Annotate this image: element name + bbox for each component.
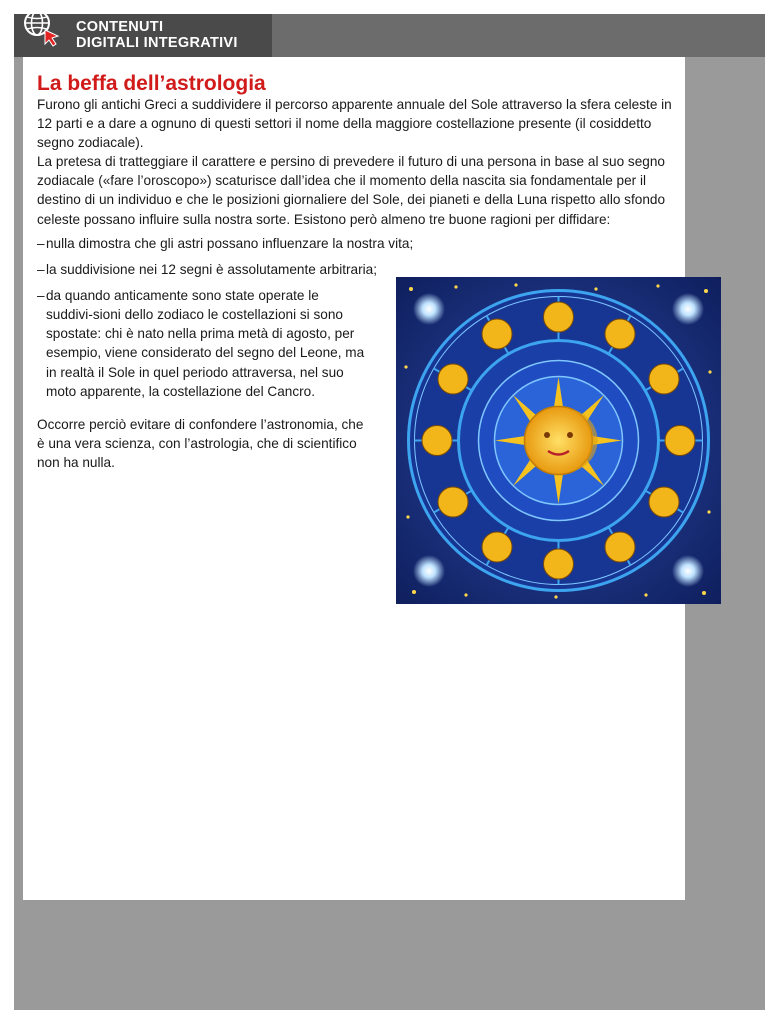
header-line-2: DIGITALI INTEGRATIVI (76, 35, 238, 51)
header-title (76, 19, 238, 51)
list-item (37, 234, 437, 253)
closing-paragraph: Occorre perciò evitare di confondere l’astronomia, che è una vera scienza, con l’astrologia, che di scientifico non ha nulla. (37, 416, 364, 470)
bullet-dash: – (37, 262, 45, 278)
list-item (37, 260, 437, 279)
article-intro (37, 95, 673, 229)
header-line-1: CONTENUTI (76, 19, 164, 35)
bullet-text: nulla dimostra che gli astri possano influenzare la nostra vita; (46, 236, 414, 251)
bullet-text: la suddivisione nei 12 segni è assolutamente arbitraria; (46, 262, 377, 278)
bullet-dash: – (37, 236, 45, 251)
paragraph-2: La pretesa di tratteggiare il carattere e persino di prevedere il futuro di una persona in base al suo segno zodiacale («fare l’oroscopo») scaturisce dall’idea che il momento della nascita sia fondamentale per il destino di un individuo e che le posizioni giornaliere del Sole, dei pianeti e della Luna rispetto allo sfondo celeste possano influire sulla nostra sorte. Esistono però almeno tre buone ragioni per diffidare: (37, 154, 666, 227)
zodiac-wheel-illustration (396, 277, 721, 604)
reasons-list (37, 234, 414, 472)
list-item (37, 286, 367, 401)
bullet-text: da quando anticamente sono state operate le suddivi-sioni dello zodiaco le costellazioni si sono spostate: chi è nato nella prima metà di agosto, per esempio, viene considerato del segno del Leone, ma in realtà il Sole in quel periodo attraversa, nel suo moto apparente, la costellazione del Cancro. (46, 288, 365, 399)
article-title: La beffa dell’astrologia (37, 72, 266, 95)
paragraph-1: Furono gli antichi Greci a suddividere il percorso apparente annuale del Sole attraverso la sfera celeste in 12 parti e a dare a ognuno di questi settori il nome della maggiore costellazione presente (il cosiddetto segno zodiacale). (37, 97, 672, 151)
bullet-dash: – (37, 288, 45, 304)
globe-cursor-icon[interactable] (20, 6, 66, 52)
